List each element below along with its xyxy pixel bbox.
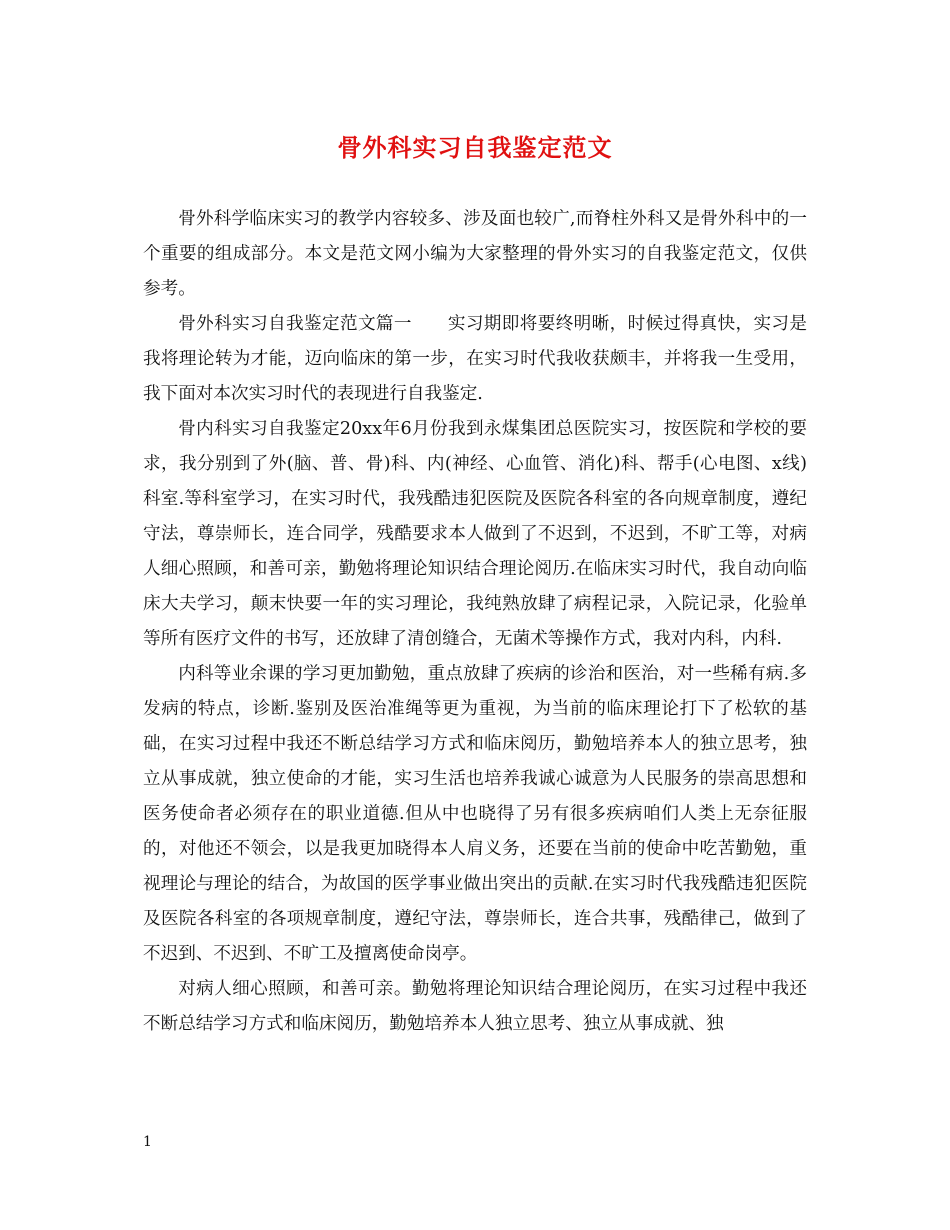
document-body <box>143 202 807 1042</box>
paragraph-patient-care: 对病人细心照顾，和善可亲。勤勉将理论知识结合理论阅历，在实习过程中我还不断总结学习方式和临床阅历，勤勉培养本人独立思考、独立从事成就、独 <box>143 979 807 1034</box>
paragraph-internship-details: 骨内科实习自我鉴定20xx年6月份我到永煤集团总医院实习，按医院和学校的要求，我分别到了外(脑、普、骨)科、内(神经、心血管、消化)科、帮手(心电图、x线)科室.等科室学习，在实习时代，我残酷违犯医院及医院各科室的各向规章制度，遵纪守法，尊崇师长，连合同学，残酷要求本人做到了不迟到，不迟到，不旷工等，对病人细心照顾，和善可亲，勤勉将理论知识结合理论阅历.在临床实习时代，我自动向临床大夫学习，颠末快要一年的实习理论，我纯熟放肆了病程记录，入院记录，化验单等所有医疗文件的书写，还放肆了清创缝合，无菌术等操作方式，我对内科，内科. <box>143 419 807 649</box>
document-title: 骨外科实习自我鉴定范文 <box>337 133 613 162</box>
page-number: 1 <box>143 1134 152 1150</box>
paragraph-intro: 骨外科学临床实习的教学内容较多、涉及面也较广,而脊柱外科又是骨外科中的一个重要的组成部分。本文是范文网小编为大家整理的骨外实习的自我鉴定范文，仅供参考。 <box>143 209 807 299</box>
paragraph-study-reflection: 内科等业余课的学习更加勤勉，重点放肆了疾病的诊治和医治，对一些稀有病.多发病的特点，诊断.鉴别及医治准绳等更为重视，为当前的临床理论打下了松软的基础，在实习过程中我还不断总结学习方式和临床阅历，勤勉培养本人的独立思考，独立从事成就，独立使命的才能，实习生活也培养我诚心诚意为人民服务的崇高思想和医务使命者必须存在的职业道德.但从中也晓得了另有很多疾病咱们人类上无奈征服的，对他还不领会，以是我更加晓得本人肩义务，还要在当前的使命中吃苦勤勉，重视理论与理论的结合，为故国的医学事业做出突出的贡献.在实习时代我残酷违犯医院及医院各科室的各项规章制度，遵纪守法，尊崇师长，连合共事，残酷律己，做到了不迟到、不迟到、不旷工及擅离使命岗亭。 <box>143 664 807 964</box>
paragraph-section-one: 骨外科实习自我鉴定范文篇一 实习期即将要终明晰，时候过得真快，实习是我将理论转为才能，迈向临床的第一步，在实习时代我收获颇丰，并将我一生受用，我下面对本次实习时代的表现进行自我鉴定. <box>143 314 807 404</box>
